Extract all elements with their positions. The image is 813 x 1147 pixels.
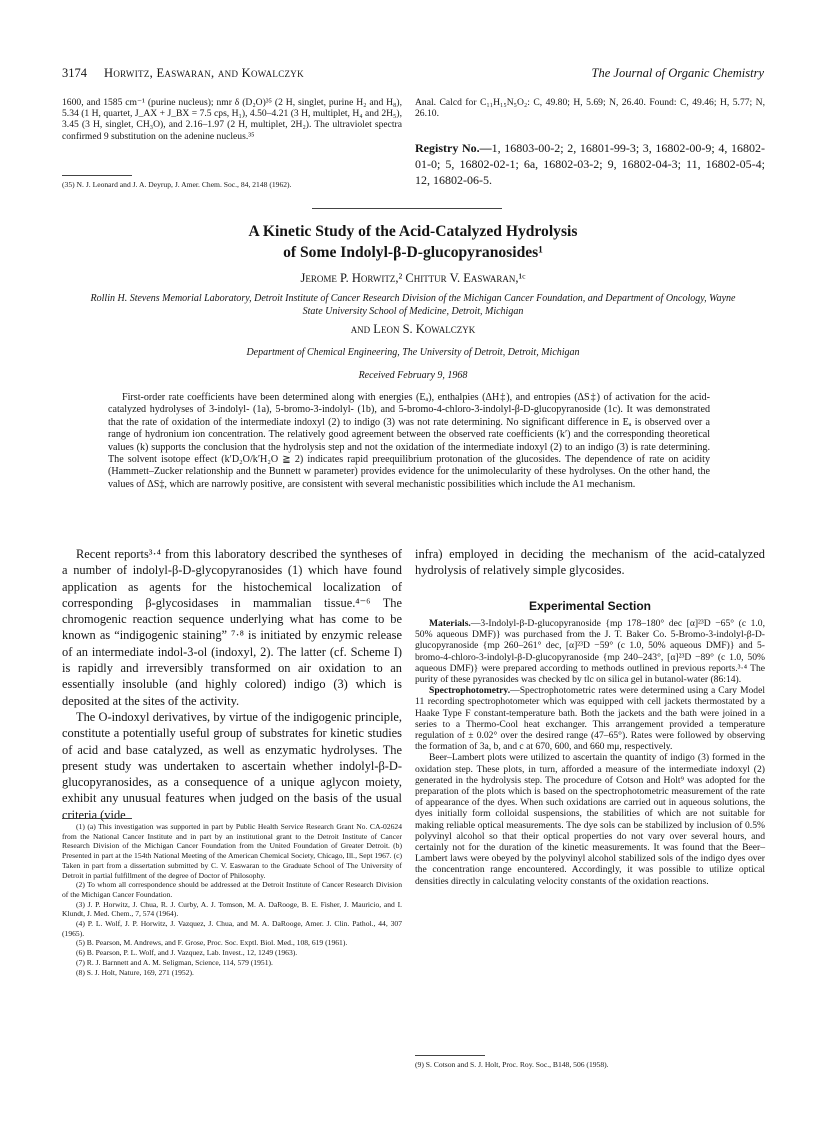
experimental-section-heading: Experimental Section xyxy=(528,599,652,613)
intro-paragraph-1: Recent reports³·⁴ from this laboratory described the syntheses of a number of indolyl-β-D-glycopyranosides (1) which have found application as agents for the histochemical localization of corresponding β-glycosidases in mammalian tissue.⁴⁻⁶ The chromogenic reaction sequence underlying what has come to be known as “indigogenic staining” ⁷·⁸ is initiated by enzymic release of an intermediate indol-3-ol (indoxyl, 2). The latter (cf. Scheme I) is rapidly and irreversibly transformed on air oxidation to an essentially insoluble (and highly colored) indigo (3) which is deposited at the sites of the activity. xyxy=(62,547,402,708)
intro-paragraph-2: The O-indoxyl derivatives, by virtue of the indigogenic principle, constitute a potentially useful group of substrates for kinetic studies of acid and base catalyzed, as well as enzymatic hydrolyses. The present study was undertaken to ascertain whether indolyl-β-D-glucopyranosides, as a consequence of a unique aglycon moiety, exhibit any unusual features when judged on the basis of the usual criteria (vide xyxy=(62,709,402,822)
footnote-9: (9) S. Cotson and S. J. Holt, Proc. Roy. Soc., B148, 506 (1958). xyxy=(415,1060,609,1069)
registry-numbers xyxy=(415,140,765,189)
footnote-rule xyxy=(62,175,132,176)
left-footnotes xyxy=(62,822,402,977)
footnote-1: (1) (a) This investigation was supported in part by Public Health Service Research Grant No. CA-02624 from the National Cancer Institute and in part by an institutional grant to the Detroit Institute of Cancer Research Division of the Michigan Cancer Foundation from the United Foundation of Greater Detroit. (b) Presented in part at the 154th National Meeting of the American Chemical Society, Chicago, Ill., Sept 1967. (c) Taken in part from a dissertation submitted by C. V. Easwaran to the Graduate School of The University of Detroit in partial fulfillment of the degree of Doctor of Philosophy. xyxy=(62,822,402,880)
page-number: 3174 xyxy=(62,66,87,80)
running-header xyxy=(62,66,764,84)
materials-text: —3-Indolyl-β-D-glucopyranoside {mp 178–180° dec [α]²³D −65° (c 1.0, 50% aqueous DMF)} was purchased from the J. T. Baker Co. 5-Bromo-3-indolyl-β-D-glucopyranoside {mp 260–261° dec, [α]²³D −59° (c 1.0, 50% aqueous DMF)} and 5-bromo-4-chloro-3-indolyl-β-D-glucopyranoside {mp 240–243°, [α]²³D −89° (c 1.0, 50% aqueous DMF)} were prepared according to methods outlined in previous reports.³·⁴ The purity of these pyranosides was checked by tlc on silica gel in butanol-water (86:14). xyxy=(415,618,765,686)
materials-paragraph xyxy=(415,618,765,685)
footnote-6: (6) B. Pearson, P. L. Wolf, and J. Vazquez, Lab. Invest., 12, 1249 (1963). xyxy=(76,948,298,958)
footnote-7: (7) R. J. Barnnett and A. M. Seligman, Science, 114, 579 (1951). xyxy=(76,957,273,967)
nmr-text: 1600, and 1585 cm⁻¹ (purine nucleus); nmr δ (D₂O)³⁵ (2 H, singlet, purine H₂ and H₈), 5.34 (1 H, quartet, J_AX + J_BX = 7.5 cps, H₁), 4.50–4.21 (3 H, multiplet, H₄ and 2H₅), 3.45 (3 H, singlet, CH₃O), and 2.16–1.97 (2 H, multiplet, 2H₂). The ultraviolet spectra confirmed 9 substitution on the adenine nucleus.³⁵ xyxy=(62,97,402,142)
header-authors: Horwitz, Easwaran, and Kowalczyk xyxy=(104,66,304,80)
spectrophotometry-paragraph xyxy=(415,685,765,752)
experimental-text xyxy=(415,618,765,887)
registry-values: 1, 16803-00-2; 2, 16801-99-3; 3, 16802-00-9; 4, 16802-01-0; 5, 16802-02-1; 6a, 16802-03-2; 9, 16802-04-3; 11, 16802-05-4; 12, 16802-06-5. xyxy=(415,141,766,188)
affiliation-1: Rollin H. Stevens Memorial Laboratory, Detroit Institute of Cancer Research Division of the Michigan Cancer Foundation, and Department of Oncology, Wayne State University School of Medicine, Detroit, Michigan xyxy=(90,293,736,317)
spectrophotometry-heading: Spectrophotometry. xyxy=(429,685,511,697)
footnote-8: (8) S. J. Holt, Nature, 169, 271 (1952). xyxy=(76,967,194,977)
abstract: First-order rate coefficients have been determined along with energies (Eₐ), enthalpies (ΔH‡), and entropies (ΔS‡) of activation for the acid-catalyzed hydrolyses of 3-indolyl- (1a), 5-bromo-3-indolyl- (1b), and 5-bromo-4-chloro-3-indolyl-β-D-glucopyranoside (1c). It was demonstrated that the rate of oxidation of the intermediate indoxyl (2) to indigo (3) was not rate determining. No significant difference in Eₐ is observed over a range of hydronium ion concentration. The relatively good agreement between the observed rate coefficients (k′) and the corresponding theoretical values (k) supports the conclusion that the hydrolysis step and not the oxidation of the intermediate indoxyl (2) to an indigo (3) is rate determining. The solvent isotope effect (k′D₂O/k′H₂O ≧ 2) indicates rapid preequilibrium protonation of the glucosides. The dependence of rate on acidity (Hammett–Zucker relationship and the Bunnett w parameter) provides evidence for the unimolecularity of these hydrolyses. On the other hand, the values of ΔS‡, which are narrowly positive, are consistent with several mechanistic possibilities which include the A1 mechanism. xyxy=(108,392,710,490)
footnote-4: (4) P. L. Wolf, J. P. Horwitz, J. Vazquez, J. Chua, and M. A. DaRooge, Amer. J. Clin. Pathol., 44, 307 (1965). xyxy=(62,919,402,938)
footnote-5: (5) B. Pearson, M. Andrews, and F. Grose, Proc. Soc. Exptl. Biol. Med., 108, 619 (1961). xyxy=(76,938,348,948)
spectrophotometry-text: —Spectrophotometric rates were determined using a Cary Model 11 recording spectrophotometer which was equipped with cell jackets thermostated by a Haake Type F constant-temperature bath. Both the jackets and the bath were joined in a series to a Thermo-Cool heat exchanger. This arrangement provided a temperature regulation of ± 0.02° over the desired range (47–65°). Rates were followed by observing the formation of 3a, b, and c at 670, 600, and 660 mμ, respectively. xyxy=(415,685,765,753)
registry-label: Registry No.— xyxy=(415,141,492,155)
beer-lambert-paragraph: Beer–Lambert plots were utilized to ascertain the quantity of indigo (3) formed in the oxidation step. These plots, in turn, afforded a measure of the intermediate indoxyl (2) generated in the hydrolysis step. The procedure of Cotson and Holt⁹ was adopted for the preparation of the plots which is based on the spectrophotometric measurement of the rate of appearance of the dyes. When such oxidations are carried out in aqueous solutions, the dyes initially form colloidal suspensions, the stabilities of which are not suitable for making reliable optical measurements. The dye sols can be stabilized by inclusion of 0.5% polyvinyl alcohol so that their optical properties do not vary over several hours, and certainly not for the duration of the kinetic measurements. It was found that the Beer–Lambert laws were obeyed by the polyvinyl alcohol stabilized sols of the indigo dyes over the concentration range encountered. Accordingly, it was possible to utilize optical densities directly in calculating velocity constants of the oxidation reactions. xyxy=(415,752,765,887)
author-names-1: Jerome P. Horwitz,² Chittur V. Easwaran,¹ᶜ xyxy=(300,271,526,285)
received-date: Received February 9, 1968 xyxy=(358,370,468,381)
previous-article-ending xyxy=(62,97,402,142)
analysis-text: Anal. Calcd for C₁₁H₁₅N₅O₂: C, 49.80; H, 5.69; N, 26.40. Found: C, 49.46; H, 5.77; N, 26.10. xyxy=(415,97,765,120)
footnote-2: (2) To whom all correspondence should be addressed at the Detroit Institute of Cancer Research Division of the Michigan Cancer Foundation. xyxy=(62,880,402,899)
right-footnote-rule xyxy=(415,1055,485,1056)
article-separator xyxy=(312,208,502,209)
journal-name: The Journal of Organic Chemistry xyxy=(591,66,764,80)
left-footnote-rule xyxy=(62,818,132,819)
footnote-35: (35) N. J. Leonard and J. A. Deyrup, J. Amer. Chem. Soc., 84, 2148 (1962). xyxy=(62,180,292,189)
footnote-3: (3) J. P. Horwitz, J. Chua, R. J. Curby, A. J. Tomson, M. A. DaRooge, B. E. Fisher, J. Mauricio, and I. Klundt, J. Med. Chem., 7, 574 (1964). xyxy=(62,899,402,919)
author-names-2: and Leon S. Kowalczyk xyxy=(350,322,476,336)
intro-continuation: infra) employed in deciding the mechanism of the acid-catalyzed hydrolysis of relatively simple glycosides. xyxy=(415,547,765,578)
affiliation-2: Department of Chemical Engineering, The University of Detroit, Detroit, Michigan xyxy=(246,347,580,358)
introduction-left xyxy=(62,546,402,823)
materials-heading: Materials. xyxy=(429,618,471,629)
article-title-line1: A Kinetic Study of the Acid-Catalyzed Hydrolysis xyxy=(248,223,578,240)
article-title-line2: of Some Indolyl-β-D-glucopyranosides¹ xyxy=(283,244,543,261)
